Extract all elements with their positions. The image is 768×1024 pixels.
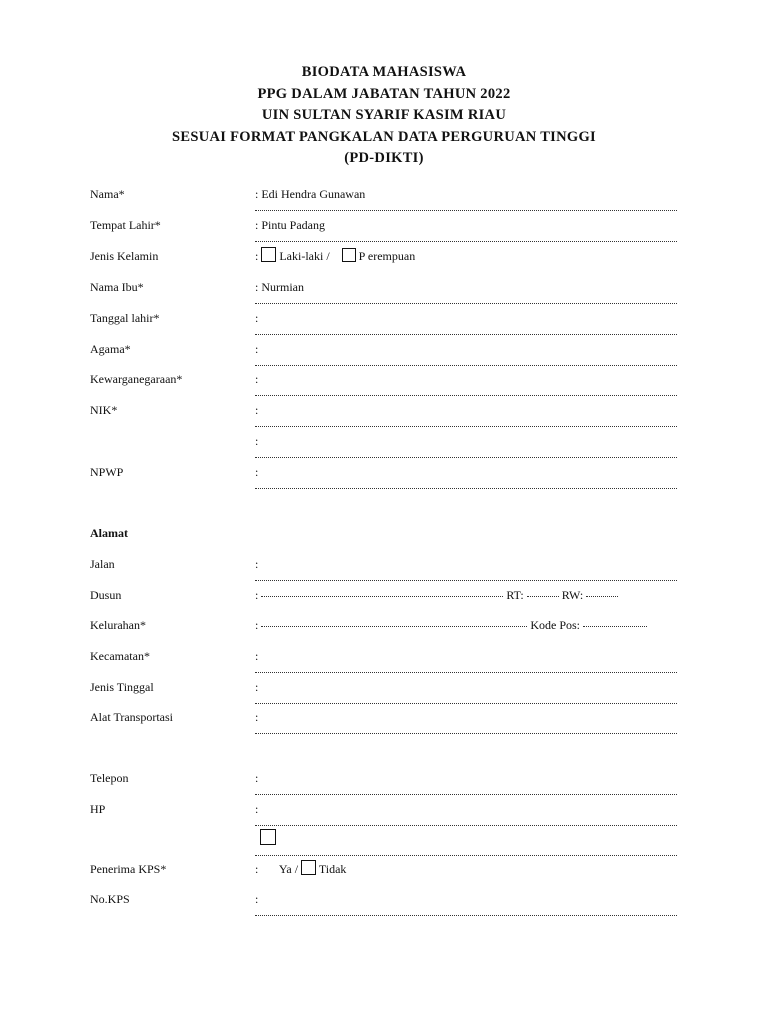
dusun-value[interactable] (255, 588, 618, 603)
alat-transportasi-label: Alat Transportasi (90, 710, 174, 724)
kelurahan-dots (261, 626, 527, 627)
laki-laki-label: Laki-laki / (279, 249, 330, 263)
dusun-dots (261, 596, 503, 597)
rw-dots (586, 596, 618, 597)
perempuan-checkbox[interactable] (342, 248, 356, 262)
dusun-colon: : (255, 588, 259, 602)
npwp-label: NPWP (90, 465, 124, 479)
jalan-label: Jalan (90, 557, 115, 571)
jenis-tinggal-line (255, 703, 677, 704)
jenis-kelamin-colon: : (255, 249, 259, 263)
tempat-lahir-line (255, 241, 677, 242)
title-line-5: (PD-DIKTI) (344, 150, 424, 166)
telepon-line (255, 794, 677, 795)
no-kps-label: No.KPS (90, 892, 130, 906)
nik-line (255, 426, 677, 427)
kelurahan-colon: : (255, 618, 259, 632)
tempat-lahir-label: Tempat Lahir* (90, 218, 161, 232)
kecamatan-label: Kecamatan* (90, 649, 150, 663)
rt-dots (527, 596, 559, 597)
nama-value[interactable]: : Edi Hendra Gunawan (255, 187, 366, 201)
laki-laki-checkbox[interactable] (261, 247, 276, 262)
dusun-label: Dusun (90, 588, 122, 602)
hp-line (255, 825, 677, 826)
kewarganegaraan-line (255, 395, 677, 396)
penerima-kps-label: Penerima KPS* (90, 862, 167, 876)
agama-line (255, 365, 677, 366)
nama-line (255, 210, 677, 211)
tanggal-lahir-label: Tanggal lahir* (90, 311, 160, 325)
kewarganegaraan-value[interactable]: : (255, 372, 259, 386)
title-line-3: UIN SULTAN SYARIF KASIM RIAU (261, 107, 507, 123)
kodepos-dots (583, 626, 647, 627)
kps-line (255, 855, 677, 856)
ya-label: Ya / (278, 862, 299, 876)
jalan-value[interactable]: : (255, 557, 259, 571)
hp-label: HP (90, 802, 106, 816)
rw-label: RW: (561, 588, 584, 602)
alat-transportasi-value[interactable]: : (255, 710, 259, 724)
nama-label: Nama* (90, 187, 125, 201)
tanggal-lahir-value[interactable]: : (255, 311, 259, 325)
jenis-kelamin-options (255, 247, 415, 264)
kodepos-label: Kode Pos: (530, 618, 581, 632)
ya-checkbox[interactable] (260, 829, 276, 845)
nik-line-2 (255, 457, 677, 458)
no-kps-line (255, 915, 677, 916)
kelurahan-value[interactable] (255, 618, 647, 633)
rt-label: RT: (506, 588, 524, 602)
nama-ibu-label: Nama Ibu* (90, 280, 144, 294)
alat-transportasi-line (255, 733, 677, 734)
jenis-tinggal-label: Jenis Tinggal (90, 680, 154, 694)
nik-value[interactable]: : (255, 403, 259, 417)
agama-value[interactable]: : (255, 342, 259, 356)
title-line-4: SESUAI FORMAT PANGKALAN DATA PERGURUAN TINGGI (172, 128, 596, 145)
title-line-2: PPG DALAM JABATAN TAHUN 2022 (257, 85, 511, 102)
tidak-checkbox[interactable] (301, 860, 316, 875)
telepon-value[interactable]: : (255, 771, 259, 785)
npwp-line (255, 488, 677, 489)
perempuan-label: P erempuan (358, 249, 416, 263)
nik-value-2[interactable]: : (255, 434, 259, 448)
npwp-value[interactable]: : (255, 465, 259, 479)
jenis-kelamin-label: Jenis Kelamin (90, 249, 159, 263)
document-title (0, 62, 768, 170)
alamat-heading: Alamat (90, 526, 128, 540)
kecamatan-line (255, 672, 677, 673)
kecamatan-value[interactable]: : (255, 649, 259, 663)
tidak-label: Tidak (318, 862, 347, 876)
telepon-label: Telepon (90, 771, 129, 785)
jalan-line (255, 580, 677, 581)
penerima-kps-colon: : (255, 862, 259, 876)
nama-ibu-line (255, 303, 677, 304)
kewarganegaraan-label: Kewarganegaraan* (90, 372, 183, 386)
tempat-lahir-value[interactable]: : Pintu Padang (255, 218, 326, 232)
title-line-1: BIODATA MAHASISWA (301, 64, 467, 80)
tanggal-lahir-line (255, 334, 677, 335)
hp-value[interactable]: : (255, 802, 259, 816)
agama-label: Agama* (90, 342, 131, 356)
jenis-tinggal-value[interactable]: : (255, 680, 259, 694)
kelurahan-label: Kelurahan* (90, 618, 146, 632)
no-kps-value[interactable]: : (255, 892, 259, 906)
penerima-kps-options (255, 860, 346, 877)
nama-ibu-value[interactable]: : Nurmian (255, 280, 304, 294)
nik-label: NIK* (90, 403, 118, 417)
